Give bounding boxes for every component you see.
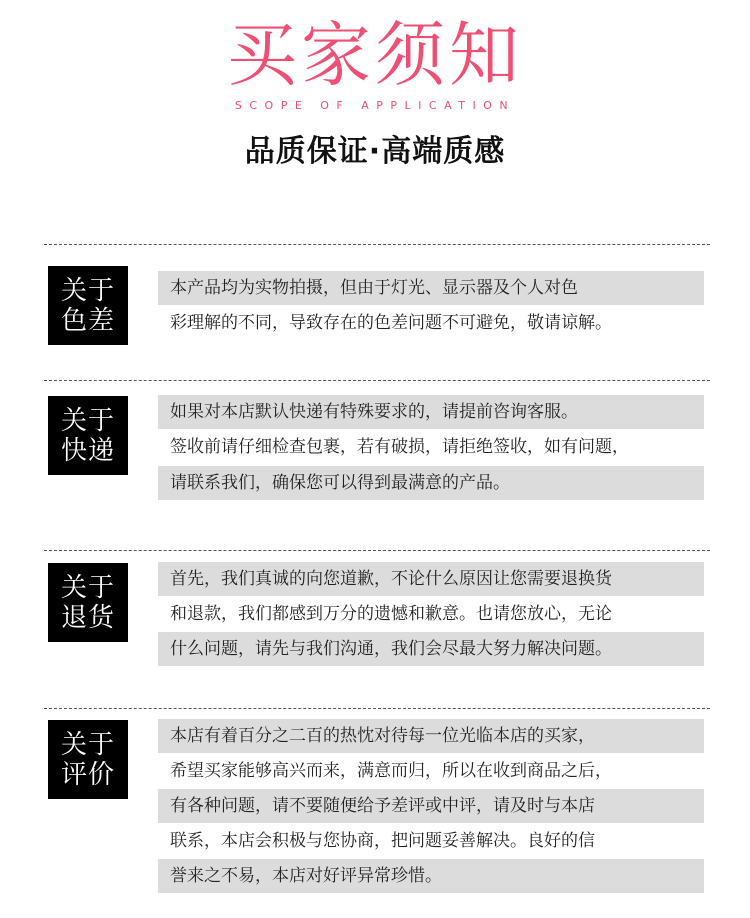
section-divider — [44, 244, 710, 245]
section-text-line: 什么问题，请先与我们沟通，我们会尽最大努力解决问题。 — [158, 632, 704, 666]
section-label-returns — [48, 563, 128, 642]
section-divider — [44, 380, 710, 381]
section-text-line: 和退款，我们都感到万分的遗憾和歉意。也请您放心，无论 — [170, 604, 612, 624]
section-text-line: 彩理解的不同，导致存在的色差问题不可避免，敬请谅解。 — [170, 313, 612, 333]
section-text-line: 首先，我们真诚的向您道歉，不论什么原因让您需要退换货 — [158, 562, 704, 596]
section-text-line: 请联系我们，确保您可以得到最满意的产品。 — [158, 466, 704, 500]
section-label-line1: 关于 — [60, 572, 115, 603]
section-text-line: 有各种问题，请不要随便给予差评或中评，请及时与本店 — [158, 789, 704, 823]
section-label-reviews — [48, 720, 128, 799]
section-divider — [44, 550, 710, 551]
section-text-line: 誉来之不易，本店对好评异常珍惜。 — [158, 859, 704, 893]
section-text-line: 本店有着百分之二百的热忱对待每一位光临本店的买家， — [158, 719, 704, 753]
section-text-line: 希望买家能够高兴而来，满意而归，所以在收到商品之后， — [170, 761, 612, 781]
section-label-line2: 退货 — [60, 602, 115, 633]
tagline: 品质保证·高端质感 — [244, 134, 506, 169]
section-text-line: 签收前请仔细检查包裹，若有破损，请拒绝签收，如有问题， — [170, 437, 629, 457]
section-label-line1: 关于 — [60, 275, 115, 306]
section-label-line2: 色差 — [60, 305, 115, 336]
page-subtitle: SCOPE OF APPLICATION — [234, 99, 516, 112]
section-label-line2: 快递 — [60, 435, 115, 466]
section-text-line: 本产品均为实物拍摄，但由于灯光、显示器及个人对色 — [158, 271, 704, 305]
section-divider — [44, 708, 710, 709]
page-title: 买家须知 — [227, 14, 523, 96]
section-label-color-difference — [48, 266, 128, 345]
section-text-line: 如果对本店默认快递有特殊要求的，请提前咨询客服。 — [158, 395, 704, 429]
section-label-shipping — [48, 396, 128, 475]
section-label-line2: 评价 — [60, 759, 115, 790]
section-text-line: 联系，本店会积极与您协商，把问题妥善解决。良好的信 — [170, 831, 595, 851]
section-label-line1: 关于 — [60, 405, 115, 436]
section-label-line1: 关于 — [60, 729, 115, 760]
